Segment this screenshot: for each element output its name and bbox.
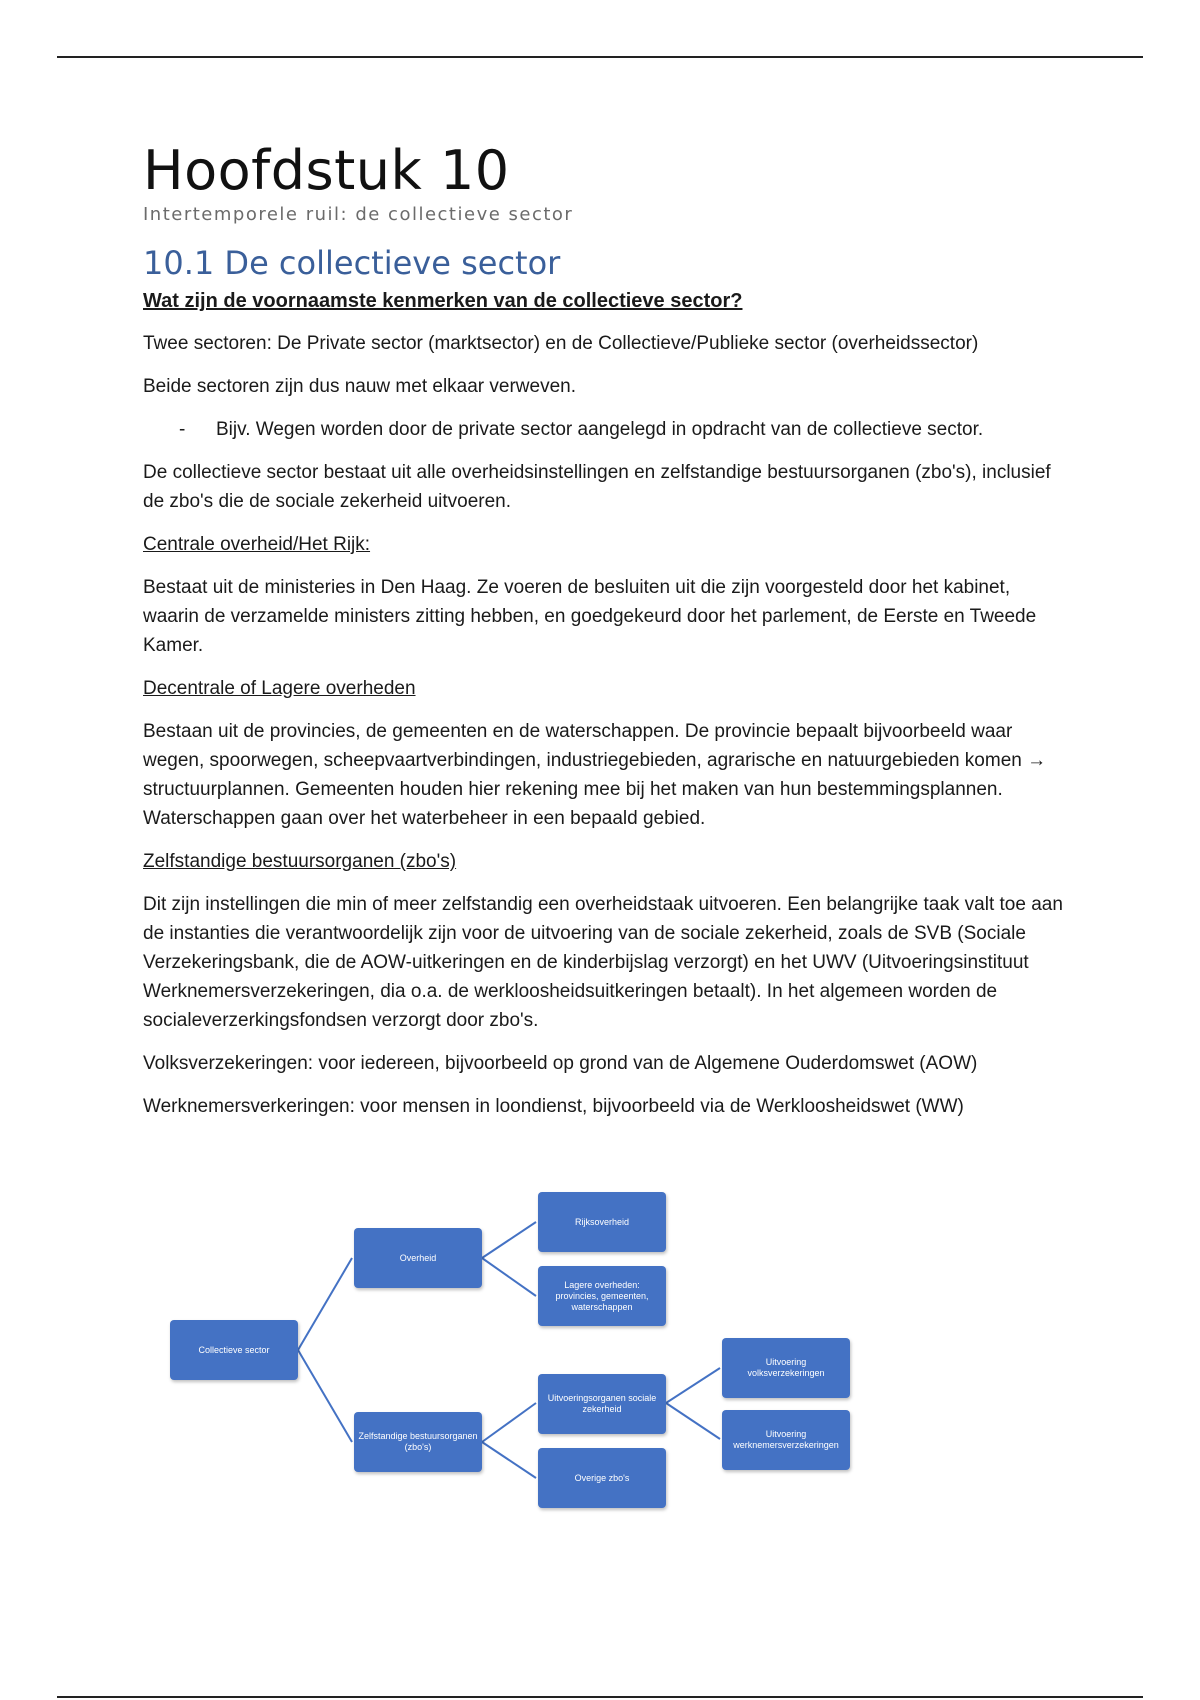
chapter-title: Hoofdstuk 10 bbox=[143, 139, 510, 202]
node-overheid: Overheid bbox=[354, 1228, 482, 1288]
bullet-marker: - bbox=[179, 419, 186, 440]
node-overige-zbos: Overige zbo's bbox=[538, 1448, 666, 1508]
paragraph-central: Bestaat uit de ministeries in Den Haag. Ze voeren de besluiten uit die zijn voorgesteld door het kabinet, waarin de verzamelde ministers zitting hebben, en goedgekeurd door het parlement, de Eerste en Tweede Kamer. bbox=[143, 577, 1037, 656]
subheading-central: Centrale overheid/Het Rijk: bbox=[143, 534, 371, 555]
connector-uitvoering-volks bbox=[666, 1368, 720, 1403]
node-zbo: Zelfstandige bestuursorganen (zbo's) bbox=[354, 1412, 482, 1472]
connector-zbo-uitvoering bbox=[482, 1403, 536, 1442]
connector-root-zbo bbox=[298, 1350, 352, 1442]
section-heading: 10.1 De collectieve sector bbox=[143, 244, 561, 282]
hierarchy-diagram bbox=[160, 1186, 860, 1516]
connector-root-overheid bbox=[298, 1258, 352, 1350]
paragraph-zbo: Dit zijn instellingen die min of meer zelfstandig een overheidstaak uitvoeren. Een belangrijke taak valt toe aan de instanties die verantwoordelijk zijn voor de uitvoering van de sociale zekerheid, zoals de SVB (Sociale Verzekeringsbank, die de AOW-uitkeringen en de kinderbijslag verzorgt) en het UWV (Uitvoeringsinstituut Werknemersverzekeringen, dia o.a. de werkloosheidsuitkeringen betaalt). In het algemeen worden de socialeverzerkingsfondsen verzorgt door zbo's. bbox=[143, 894, 1063, 1031]
node-rijksoverheid: Rijksoverheid bbox=[538, 1192, 666, 1252]
node-lagere-overheden: Lagere overheden: provincies, gemeenten, waterschappen bbox=[538, 1266, 666, 1326]
paragraph-decentral: Bestaan uit de provincies, de gemeenten en de waterschappen. De provincie bepaalt bijvoorbeeld waar wegen, spoorwegen, scheepvaartverbindingen, industriegebieden, agrarische en natuurgebieden komen → structuurplannen. Gemeenten houden hier rekening mee bij het maken van hun bestemmingsplannen. Waterschappen gaan over het waterbeheer in een bepaald gebied. bbox=[143, 721, 1047, 829]
paragraph-consists: De collectieve sector bestaat uit alle overheidsinstellingen en zelfstandige bestuursorganen (zbo's), inclusief de zbo's die de sociale zekerheid uitvoeren. bbox=[143, 462, 1051, 512]
node-werknemersverzekeringen: Uitvoering werknemersverzekeringen bbox=[722, 1410, 850, 1470]
document-body bbox=[143, 140, 1063, 1121]
connector-overheid-lagere bbox=[482, 1258, 536, 1296]
section-question: Wat zijn de voornaamste kenmerken van de collectieve sector? bbox=[143, 290, 743, 312]
connector-overheid-rijks bbox=[482, 1222, 536, 1258]
paragraph-werknemersverzekeringen: Werknemersverkeringen: voor mensen in loondienst, bijvoorbeeld via de Werkloosheidswet (WW) bbox=[143, 1096, 964, 1117]
bottom-rule bbox=[57, 1696, 1143, 1698]
top-rule bbox=[57, 56, 1143, 58]
subheading-zbo: Zelfstandige bestuursorganen (zbo's) bbox=[143, 851, 457, 872]
chapter-subtitle: Intertemporele ruil: de collectieve sector bbox=[143, 204, 574, 225]
subheading-decentral: Decentrale of Lagere overheden bbox=[143, 678, 416, 699]
connector-zbo-overige bbox=[482, 1442, 536, 1478]
connector-uitvoering-werknemers bbox=[666, 1403, 720, 1439]
node-collectieve-sector: Collectieve sector bbox=[170, 1320, 298, 1380]
paragraph-interwoven: Beide sectoren zijn dus nauw met elkaar verweven. bbox=[143, 376, 577, 397]
paragraph-volksverzekeringen: Volksverzekeringen: voor iedereen, bijvoorbeeld op grond van de Algemene Ouderdomswet (AOW) bbox=[143, 1053, 978, 1074]
node-volksverzekeringen: Uitvoering volksverzekeringen bbox=[722, 1338, 850, 1398]
bullet-item bbox=[143, 415, 1063, 444]
bullet-text: Bijv. Wegen worden door de private sector aangelegd in opdracht van de collectieve sector. bbox=[216, 419, 984, 440]
paragraph-sectors: Twee sectoren: De Private sector (marktsector) en de Collectieve/Publieke sector (overheidssector) bbox=[143, 333, 979, 354]
node-uitvoeringsorganen: Uitvoeringsorganen sociale zekerheid bbox=[538, 1374, 666, 1434]
